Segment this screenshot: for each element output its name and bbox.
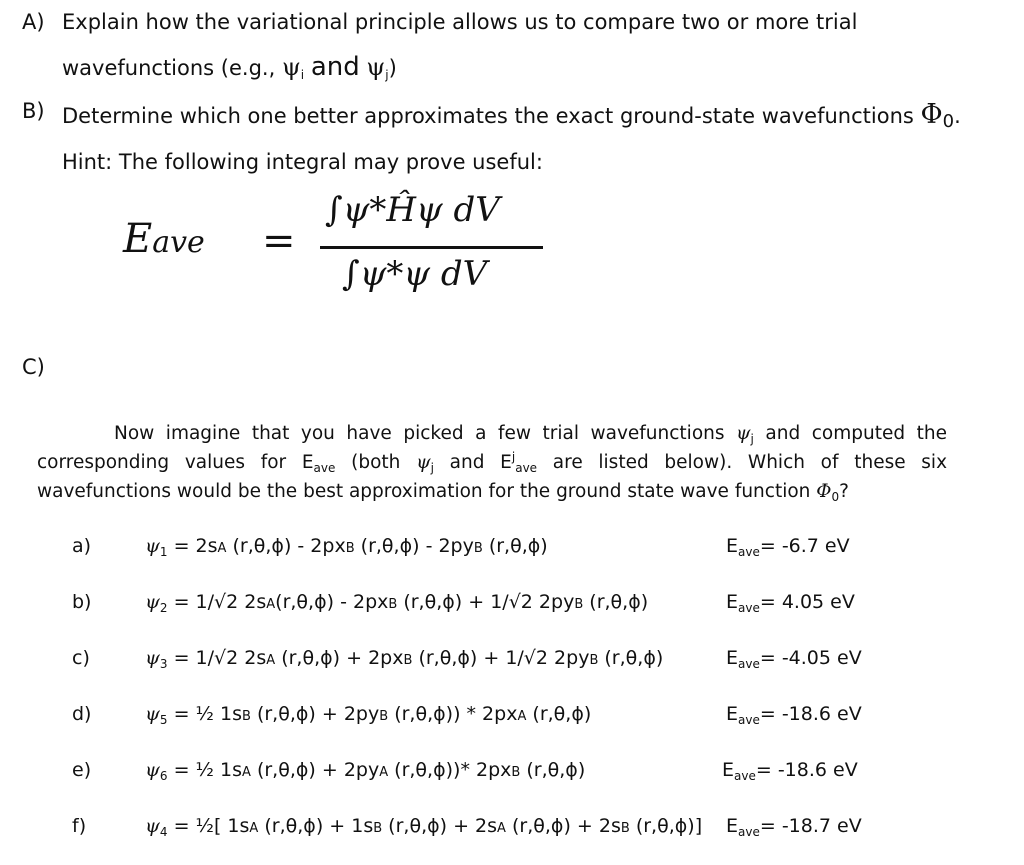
formula-part: (r,θ,ϕ) + 2py (250, 759, 380, 781)
formula-part: (r,θ,ϕ) + 1s (258, 815, 374, 837)
psi-symbol: ψ (145, 759, 160, 781)
orbital-center: B (473, 541, 483, 556)
psi-index: 4 (159, 825, 168, 839)
psi-symbol: ψ (145, 815, 160, 837)
psi-symbol: ψ (145, 647, 160, 669)
formula-part: (r,θ,ϕ) + 1/√2 2py (397, 591, 575, 613)
question-a-label: A) (22, 10, 45, 34)
option-formula (145, 647, 663, 669)
option-formula (145, 815, 702, 837)
orbital-center: B (345, 541, 355, 556)
option-formula (145, 703, 591, 725)
energy-symbol: E (726, 591, 739, 613)
psi-index: 6 (159, 769, 168, 783)
energy-symbol: E (726, 815, 739, 837)
hint-text: Hint: The following integral may prove useful: (62, 150, 543, 174)
energy-value: = -18.6 eV (755, 759, 858, 781)
orbital-center: A (242, 765, 251, 780)
orbital-center: A (517, 709, 527, 724)
orbital-center: A (249, 821, 259, 836)
option-label: d) (72, 703, 92, 725)
question-c-label: C) (22, 355, 45, 379)
formula-part: (r,θ,ϕ) + 2s (505, 815, 621, 837)
formula-part: = ½[ 1s (167, 815, 250, 837)
psi-symbol: ψ (145, 703, 160, 725)
orbital-center: A (497, 821, 506, 836)
formula-part: = ½ 1s (167, 759, 242, 781)
question-b-text: Determine which one better approximates the exact ground-state wavefunctions Φ0. (62, 99, 961, 132)
orbital-center: B (620, 821, 630, 836)
formula-part: (r,θ,ϕ) (598, 647, 664, 669)
psi-symbol: ψ (145, 591, 160, 613)
formula-part: (r,θ,ϕ) + 2s (382, 815, 498, 837)
formula-part: (r,θ,ϕ) - 2px (275, 591, 389, 613)
energy-symbol: E (726, 647, 739, 669)
option-formula (145, 591, 648, 613)
orbital-center: B (574, 597, 584, 612)
formula-part: (r,θ,ϕ) + 2px (275, 647, 404, 669)
energy-value: = -18.7 eV (759, 815, 862, 837)
formula-part: (r,θ,ϕ) - 2px (226, 535, 346, 557)
energy-value: = -18.6 eV (759, 703, 862, 725)
orbital-center: B (403, 653, 413, 668)
option-label: c) (72, 647, 90, 669)
energy-symbol: E (726, 703, 739, 725)
energy-sub: ave (738, 601, 760, 615)
energy-value: = -6.7 eV (759, 535, 850, 557)
orbital-center: A (217, 541, 227, 556)
orbital-center: B (388, 597, 398, 612)
orbital-center: B (242, 709, 251, 724)
option-label: a) (72, 535, 92, 557)
formula-part: (r,θ,ϕ)) * 2px (388, 703, 518, 725)
formula-part: (r,θ,ϕ) (526, 703, 592, 725)
equation-lhs: Eave (123, 216, 205, 262)
energy-sub: ave (738, 545, 760, 559)
fraction-bar (320, 246, 543, 249)
energy-value: = 4.05 eV (759, 591, 855, 613)
formula-part: (r,θ,ϕ) (482, 535, 548, 557)
psi-index: 2 (159, 601, 168, 615)
option-energy (726, 703, 862, 725)
orbital-center: B (589, 653, 599, 668)
option-energy (726, 591, 855, 613)
equation-denominator: ∫ψ*ψ dV (342, 254, 488, 294)
instruction-paragraph: Now imagine that you have picked a few trial wavefunctions $\psi_j$ and computed the corresponding values for $E_{ave}$ (both $\psi_j$ and $E^j_{ave}$ are listed below). Which of these six wavefunctions would be the best approximation for the ground state wave function $\Phi_0$? (37, 423, 948, 504)
orbital-center: A (266, 653, 276, 668)
option-label: e) (72, 759, 92, 781)
orbital-center: A (379, 765, 389, 780)
energy-sub: ave (738, 825, 760, 839)
formula-part: = 1/√2 2s (167, 647, 267, 669)
formula-part: = 1/√2 2s (167, 591, 267, 613)
energy-symbol: E (722, 759, 735, 781)
formula-part: (r,θ,ϕ) (520, 759, 586, 781)
equation-numerator: ∫ψ*Ĥψ dV (325, 190, 500, 230)
question-a-text: Explain how the variational principle allows us to compare two or more trial (62, 10, 858, 34)
option-label: f) (72, 815, 87, 837)
formula-part: (r,θ,ϕ) - 2py (354, 535, 474, 557)
formula-part: (r,θ,ϕ) + 2py (250, 703, 380, 725)
psi-index: 1 (159, 545, 168, 559)
option-formula (145, 535, 548, 557)
energy-sub: ave (738, 657, 760, 671)
question-a-text-2: wavefunctions (e.g., ψi and ψj) (62, 52, 397, 82)
option-label: b) (72, 591, 92, 613)
formula-part: (r,θ,ϕ))* 2px (388, 759, 512, 781)
option-energy (726, 647, 862, 669)
orbital-center: B (373, 821, 383, 836)
equation-equals: = (262, 218, 296, 264)
option-energy (726, 535, 850, 557)
psi-index: 5 (159, 713, 168, 727)
orbital-center: B (379, 709, 389, 724)
psi-symbol: ψ (145, 535, 160, 557)
formula-part: = ½ 1s (167, 703, 242, 725)
energy-value: = -4.05 eV (759, 647, 862, 669)
orbital-center: A (266, 597, 276, 612)
formula-part: = 2s (167, 535, 218, 557)
option-energy (722, 759, 858, 781)
question-b-label: B) (22, 99, 45, 123)
energy-symbol: E (726, 535, 739, 557)
energy-sub: ave (738, 713, 760, 727)
option-energy (726, 815, 862, 837)
formula-part: (r,θ,ϕ) + 1/√2 2py (412, 647, 590, 669)
energy-sub: ave (734, 769, 756, 783)
orbital-center: B (511, 765, 521, 780)
psi-index: 3 (159, 657, 168, 671)
formula-part: (r,θ,ϕ)] (629, 815, 703, 837)
formula-part: (r,θ,ϕ) (583, 591, 649, 613)
option-formula (145, 759, 585, 781)
